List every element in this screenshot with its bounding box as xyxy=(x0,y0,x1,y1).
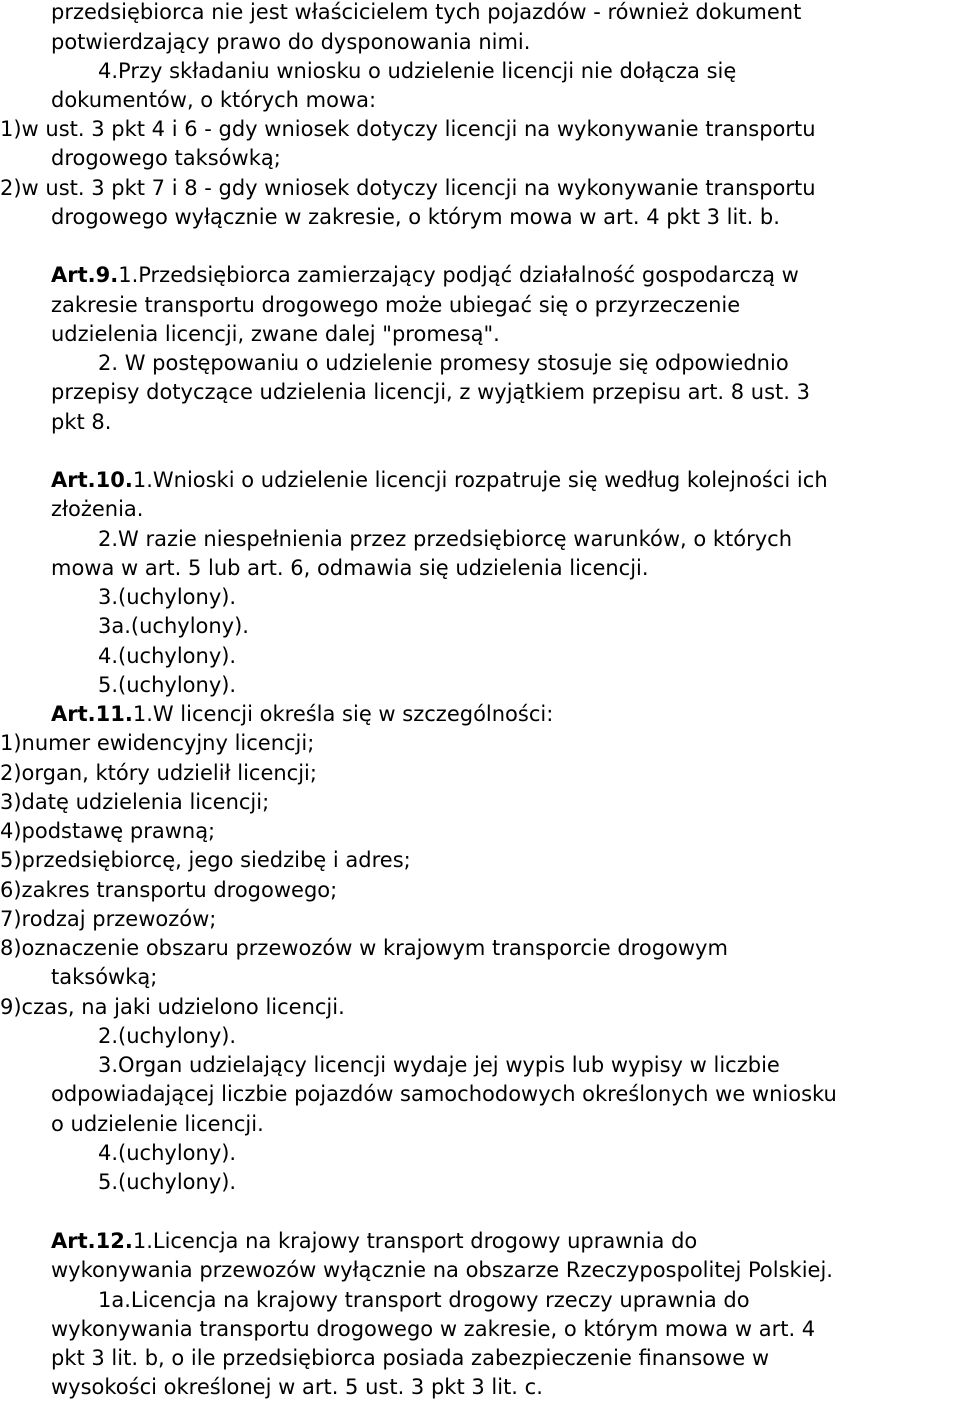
text-line: 2. W postępowaniu o udzielenie promesy stosuje się odpowiednio xyxy=(98,351,789,375)
list-item: 6)zakres transportu drogowego; xyxy=(0,878,338,902)
text-line: dokumentów, o których mowa: xyxy=(51,88,377,112)
list-item: 1)w ust. 3 pkt 4 i 6 - gdy wniosek dotyczy licencji na wykonywanie transportu xyxy=(0,117,816,141)
text-line: potwierdzający prawo do dysponowania nimi. xyxy=(51,30,531,54)
text-line: 4.(uchylony). xyxy=(98,644,237,668)
list-item: 2)organ, który udzielił licencji; xyxy=(0,761,317,785)
list-item: 2)w ust. 3 pkt 7 i 8 - gdy wniosek dotyczy licencji na wykonywanie transportu xyxy=(0,176,816,200)
text-line: 3.(uchylony). xyxy=(98,585,237,609)
article-11-line xyxy=(51,699,553,729)
list-item: 7)rodzaj przewozów; xyxy=(0,907,217,931)
text-line: mowa w art. 5 lub art. 6, odmawia się udzielenia licencji. xyxy=(51,556,649,580)
text-line: 4.Przy składaniu wniosku o udzielenie licencji nie dołącza się xyxy=(98,59,737,83)
text-line: 2.(uchylony). xyxy=(98,1024,237,1048)
text-line: 5.(uchylony). xyxy=(98,673,237,697)
text-line: 2.W razie niespełnienia przez przedsiębiorcę warunków, o których xyxy=(98,527,793,551)
text-line: złożenia. xyxy=(51,497,144,521)
list-item: 4)podstawę prawną; xyxy=(0,819,216,843)
text-line: zakresie transportu drogowego może ubiegać się o przyrzeczenie xyxy=(51,293,741,317)
text-line: wykonywania przewozów wyłącznie na obszarze Rzeczypospolitej Polskiej. xyxy=(51,1258,833,1282)
article-heading: Art.10. xyxy=(51,468,133,492)
list-item: 8)oznaczenie obszaru przewozów w krajowym transporcie drogowym xyxy=(0,936,728,960)
list-item: 1)numer ewidencyjny licencji; xyxy=(0,731,315,755)
text-line: wykonywania transportu drogowego w zakresie, o którym mowa w art. 4 xyxy=(51,1317,816,1341)
text-line: 4.(uchylony). xyxy=(98,1141,237,1165)
text-line: odpowiadającej liczbie pojazdów samochodowych określonych we wniosku xyxy=(51,1082,837,1106)
text-line: 3.Organ udzielający licencji wydaje jej wypis lub wypisy w liczbie xyxy=(98,1053,780,1077)
article-12-line xyxy=(51,1226,697,1256)
article-heading: Art.11. xyxy=(51,702,133,726)
article-10-line xyxy=(51,465,828,495)
text-line: 3a.(uchylony). xyxy=(98,614,249,638)
text-line: wysokości określonej w art. 5 ust. 3 pkt 3 lit. c. xyxy=(51,1375,543,1399)
text-line: przepisy dotyczące udzielenia licencji, z wyjątkiem przepisu art. 8 ust. 3 xyxy=(51,380,811,404)
article-heading: Art.9. xyxy=(51,263,119,287)
text-line: 5.(uchylony). xyxy=(98,1170,237,1194)
text-line: o udzielenie licencji. xyxy=(51,1112,264,1136)
text-line: 1.Przedsiębiorca zamierzający podjąć działalność gospodarczą w xyxy=(118,263,799,287)
list-item: 5)przedsiębiorcę, jego siedzibę i adres; xyxy=(0,848,411,872)
text-line: 1.Wnioski o udzielenie licencji rozpatruje się według kolejności ich xyxy=(132,468,828,492)
list-item: 3)datę udzielenia licencji; xyxy=(0,790,270,814)
text-line: drogowego taksówką; xyxy=(51,146,281,170)
text-line: drogowego wyłącznie w zakresie, o którym mowa w art. 4 pkt 3 lit. b. xyxy=(51,205,780,229)
text-line: taksówką; xyxy=(51,965,158,989)
article-9-line xyxy=(51,260,799,290)
text-line: 1a.Licencja na krajowy transport drogowy rzeczy uprawnia do xyxy=(98,1288,750,1312)
text-line: 1.Licencja na krajowy transport drogowy uprawnia do xyxy=(132,1229,698,1253)
text-line: udzielenia licencji, zwane dalej "promesą". xyxy=(51,322,500,346)
list-item: 9)czas, na jaki udzielono licencji. xyxy=(0,995,345,1019)
text-line: pkt 8. xyxy=(51,410,112,434)
text-line: przedsiębiorca nie jest właścicielem tych pojazdów - również dokument xyxy=(51,0,802,24)
text-line: pkt 3 lit. b, o ile przedsiębiorca posiada zabezpieczenie finansowe w xyxy=(51,1346,769,1370)
article-heading: Art.12. xyxy=(51,1229,133,1253)
text-line: 1.W licencji określa się w szczególności: xyxy=(132,702,554,726)
